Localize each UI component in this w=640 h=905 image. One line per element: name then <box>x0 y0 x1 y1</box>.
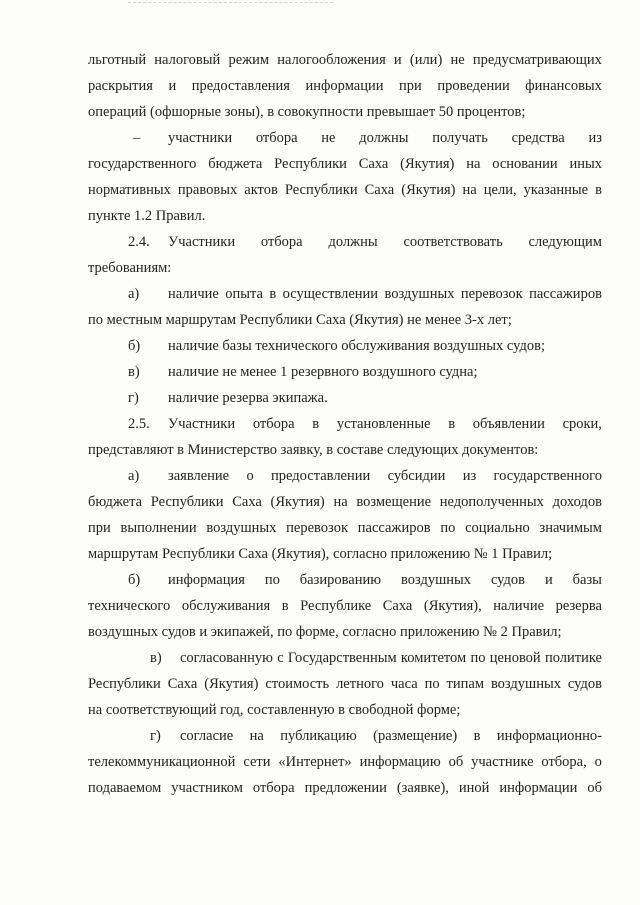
word: заявление <box>168 468 230 484</box>
word: участники <box>168 130 233 146</box>
word: в <box>269 286 277 302</box>
line-text: наличие резерва экипажа. <box>168 390 328 406</box>
word: опыта <box>225 286 263 302</box>
word: пассажиров <box>357 520 431 536</box>
word: предоставления <box>191 78 290 94</box>
word: технического <box>88 598 171 614</box>
word: воздушных <box>206 520 277 536</box>
clause-number: 2.5. <box>128 416 150 432</box>
word: телекоммуникационной <box>88 754 236 770</box>
word: и <box>168 78 177 94</box>
word: Саха <box>232 494 262 510</box>
word: при <box>399 78 422 94</box>
word: базы <box>572 572 602 588</box>
word: об <box>587 780 602 796</box>
word: перевозок <box>460 286 523 302</box>
line-text: требованиям: <box>88 260 172 276</box>
word: на <box>466 156 481 172</box>
word: соответствовать <box>403 234 503 250</box>
word: Республики <box>274 156 347 172</box>
line-text: пункте 1.2 Правил. <box>88 208 206 224</box>
word: Саха <box>382 598 413 614</box>
text-line <box>88 671 602 697</box>
word: возмещение <box>356 494 432 510</box>
word: предоставлении <box>271 468 371 484</box>
word: Республики <box>150 494 224 510</box>
text-line <box>88 47 602 73</box>
word: бюджета <box>88 494 143 510</box>
list-marker: – <box>133 130 141 146</box>
word: субсидии <box>387 468 446 484</box>
word: воздушных <box>400 572 471 588</box>
word: Государственным <box>287 650 397 666</box>
scan-artifact-line <box>128 2 333 3</box>
list-marker: а) <box>128 286 140 302</box>
word: основании <box>492 156 558 172</box>
word: не <box>450 52 465 68</box>
line-text: на соответствующий год, составленную в свободной форме; <box>88 702 461 718</box>
word: при <box>88 520 111 536</box>
text-line <box>88 73 602 99</box>
word: предусматривающих <box>472 52 602 68</box>
word: Республики <box>284 182 358 198</box>
word: наличие <box>493 598 545 614</box>
word: сроки, <box>562 416 602 432</box>
word: следующим <box>528 234 602 250</box>
word: предложении <box>304 780 387 796</box>
list-item-v <box>88 645 602 723</box>
word: согласие <box>180 728 234 744</box>
text-line <box>88 151 602 177</box>
line-text <box>88 177 602 203</box>
line-text <box>168 229 602 255</box>
clause-number: 2.4. <box>128 234 150 250</box>
word: о <box>246 468 254 484</box>
word: базированию <box>299 572 382 588</box>
paragraph-continuation <box>88 47 602 125</box>
text-line <box>88 307 602 333</box>
line-text <box>180 723 602 749</box>
list-item-v <box>88 359 602 385</box>
line-text <box>88 515 602 541</box>
word: типам <box>446 676 484 692</box>
word: Республике <box>300 598 372 614</box>
word: в <box>281 598 289 614</box>
text-line <box>88 99 602 125</box>
list-item-b <box>88 567 602 645</box>
word: проведении <box>437 78 510 94</box>
word: указанные <box>523 182 589 198</box>
word: иных <box>569 156 602 172</box>
word: сети <box>243 754 271 770</box>
line-text: по местным маршрутам Республики Саха (Якутия) не менее 3-х лет; <box>88 312 512 328</box>
word: отбора <box>260 234 303 250</box>
word: подаваемом <box>88 780 162 796</box>
list-item-g <box>88 385 602 411</box>
text-line <box>88 515 602 541</box>
word: и <box>544 572 553 588</box>
word: по <box>440 520 456 536</box>
word: отбора <box>252 780 295 796</box>
word: правовых <box>177 182 238 198</box>
word: актов <box>244 182 278 198</box>
word: выполнении <box>120 520 197 536</box>
text-line <box>88 645 602 671</box>
word: на <box>333 494 348 510</box>
word: «Интернет» <box>278 754 352 770</box>
word: летного <box>336 676 384 692</box>
text-line <box>88 593 602 619</box>
word: об <box>448 754 464 770</box>
word: Саха <box>167 676 198 692</box>
line-text: маршрутам Республики Саха (Якутия), согласно приложению № 1 Правил; <box>88 546 553 562</box>
text-line <box>88 125 602 151</box>
word: Республики <box>88 676 161 692</box>
line-text: наличие базы технического обслуживания воздушных судов; <box>168 338 545 354</box>
line-text <box>88 151 602 177</box>
word: по <box>264 572 280 588</box>
list-item-a <box>88 463 602 567</box>
word: иной <box>458 780 490 796</box>
list-marker: в) <box>128 364 140 380</box>
line-text <box>88 775 602 801</box>
word: бюджета <box>208 156 263 172</box>
word: Саха <box>364 182 395 198</box>
word: отбора <box>255 130 298 146</box>
line-text <box>88 489 602 515</box>
line-text <box>88 671 602 697</box>
word: информация <box>168 572 245 588</box>
word: наличие <box>168 286 219 302</box>
word: политике <box>544 650 602 666</box>
word: по <box>470 650 486 666</box>
word: режим <box>228 52 270 68</box>
list-item-a <box>88 281 602 333</box>
text-line <box>88 333 602 359</box>
word: (размещение) <box>373 728 458 744</box>
word: воздушных <box>384 286 455 302</box>
text-line <box>88 489 602 515</box>
word: информации <box>305 78 384 94</box>
text-line <box>88 385 602 411</box>
word: комитетом <box>400 650 467 666</box>
word: судов <box>490 572 525 588</box>
text-line <box>88 411 602 437</box>
word: согласованную <box>180 650 273 666</box>
list-marker: г) <box>128 390 139 406</box>
word: публикацию <box>280 728 357 744</box>
word: должны <box>359 130 409 146</box>
word: участнике <box>471 754 534 770</box>
word: (Якутия) <box>400 156 455 172</box>
word: на <box>462 182 477 198</box>
word: недополученных <box>439 494 544 510</box>
word: судов <box>567 676 602 692</box>
word: значимым <box>539 520 602 536</box>
word: (заявке), <box>396 780 449 796</box>
word: (или) <box>409 52 443 68</box>
line-text: представляют в Министерство заявку, в составе следующих документов: <box>88 442 539 458</box>
word: средства <box>511 130 565 146</box>
word: о <box>594 754 602 770</box>
word: Участники <box>168 234 236 250</box>
text-line <box>88 203 602 229</box>
word: (Якутия) <box>270 494 325 510</box>
word: участником <box>171 780 243 796</box>
word: на <box>249 728 264 744</box>
word: информации <box>499 780 578 796</box>
text-line <box>88 775 602 801</box>
clause-2-4 <box>88 229 602 281</box>
word: Участники <box>168 416 236 432</box>
word: информацию <box>359 754 441 770</box>
document-body <box>88 47 602 801</box>
word: с <box>277 650 284 666</box>
line-text <box>88 73 602 99</box>
text-line <box>88 697 602 723</box>
list-item-b <box>88 333 602 359</box>
list-marker: б) <box>128 572 141 588</box>
word: ценовой <box>489 650 541 666</box>
word: налоговый <box>154 52 221 68</box>
list-item-g <box>88 723 602 801</box>
word: пассажиров <box>529 286 602 302</box>
word: в <box>312 416 320 432</box>
line-text: наличие не менее 1 резервного воздушного судна; <box>168 364 478 380</box>
word: в <box>448 416 456 432</box>
dash-item <box>88 125 602 229</box>
clause-2-5 <box>88 411 602 463</box>
word: социально <box>465 520 530 536</box>
text-line <box>88 567 602 593</box>
line-text <box>168 411 602 437</box>
word: раскрытия <box>88 78 153 94</box>
list-marker: г) <box>150 728 161 744</box>
line-text: операций (офшорные зоны), в совокупности превышает 50 процентов; <box>88 104 526 120</box>
text-line <box>88 619 602 645</box>
list-marker: б) <box>128 338 141 354</box>
text-line <box>88 437 602 463</box>
word: получать <box>432 130 488 146</box>
word: государственного <box>493 468 602 484</box>
word: (Якутия) <box>401 182 456 198</box>
word: обслуживания <box>181 598 271 614</box>
line-text <box>180 645 602 671</box>
word: из <box>588 130 602 146</box>
text-line <box>88 723 602 749</box>
word: часа <box>390 676 418 692</box>
line-text: воздушных судов и экипажей, по форме, согласно приложению № 2 Правил; <box>88 624 562 640</box>
text-line <box>88 281 602 307</box>
word: объявлении <box>472 416 545 432</box>
word: государственного <box>88 156 197 172</box>
word: отбора, <box>541 754 587 770</box>
line-text <box>168 567 602 593</box>
word: не <box>321 130 336 146</box>
word: из <box>462 468 477 484</box>
list-marker: а) <box>128 468 140 484</box>
word: (Якутия) <box>204 676 259 692</box>
word: льготный <box>88 52 147 68</box>
word: и <box>393 52 402 68</box>
text-line <box>88 541 602 567</box>
word: (Якутия), <box>423 598 482 614</box>
word: осуществлении <box>282 286 379 302</box>
text-line <box>88 463 602 489</box>
line-text <box>168 281 602 307</box>
word: информационно- <box>496 728 602 744</box>
word: по <box>424 676 440 692</box>
line-text <box>88 749 602 775</box>
word: установленные <box>336 416 431 432</box>
text-line <box>88 359 602 385</box>
word: Саха <box>358 156 389 172</box>
text-line <box>88 177 602 203</box>
word: финансовых <box>525 78 602 94</box>
word: стоимость <box>265 676 330 692</box>
text-line <box>88 255 602 281</box>
line-text <box>88 593 602 619</box>
word: нормативных <box>88 182 171 198</box>
line-text <box>88 47 602 73</box>
word: налогообложения <box>277 52 386 68</box>
word: отбора <box>252 416 295 432</box>
word: доходов <box>552 494 602 510</box>
word: должны <box>328 234 378 250</box>
word: в <box>595 182 602 198</box>
line-text <box>168 463 602 489</box>
word: воздушных <box>490 676 561 692</box>
list-marker: в) <box>150 650 162 666</box>
text-line <box>88 229 602 255</box>
word: перевозок <box>286 520 348 536</box>
text-line <box>88 749 602 775</box>
word: резерва <box>555 598 602 614</box>
word: цели, <box>483 182 517 198</box>
word: в <box>473 728 481 744</box>
line-text <box>168 125 602 151</box>
